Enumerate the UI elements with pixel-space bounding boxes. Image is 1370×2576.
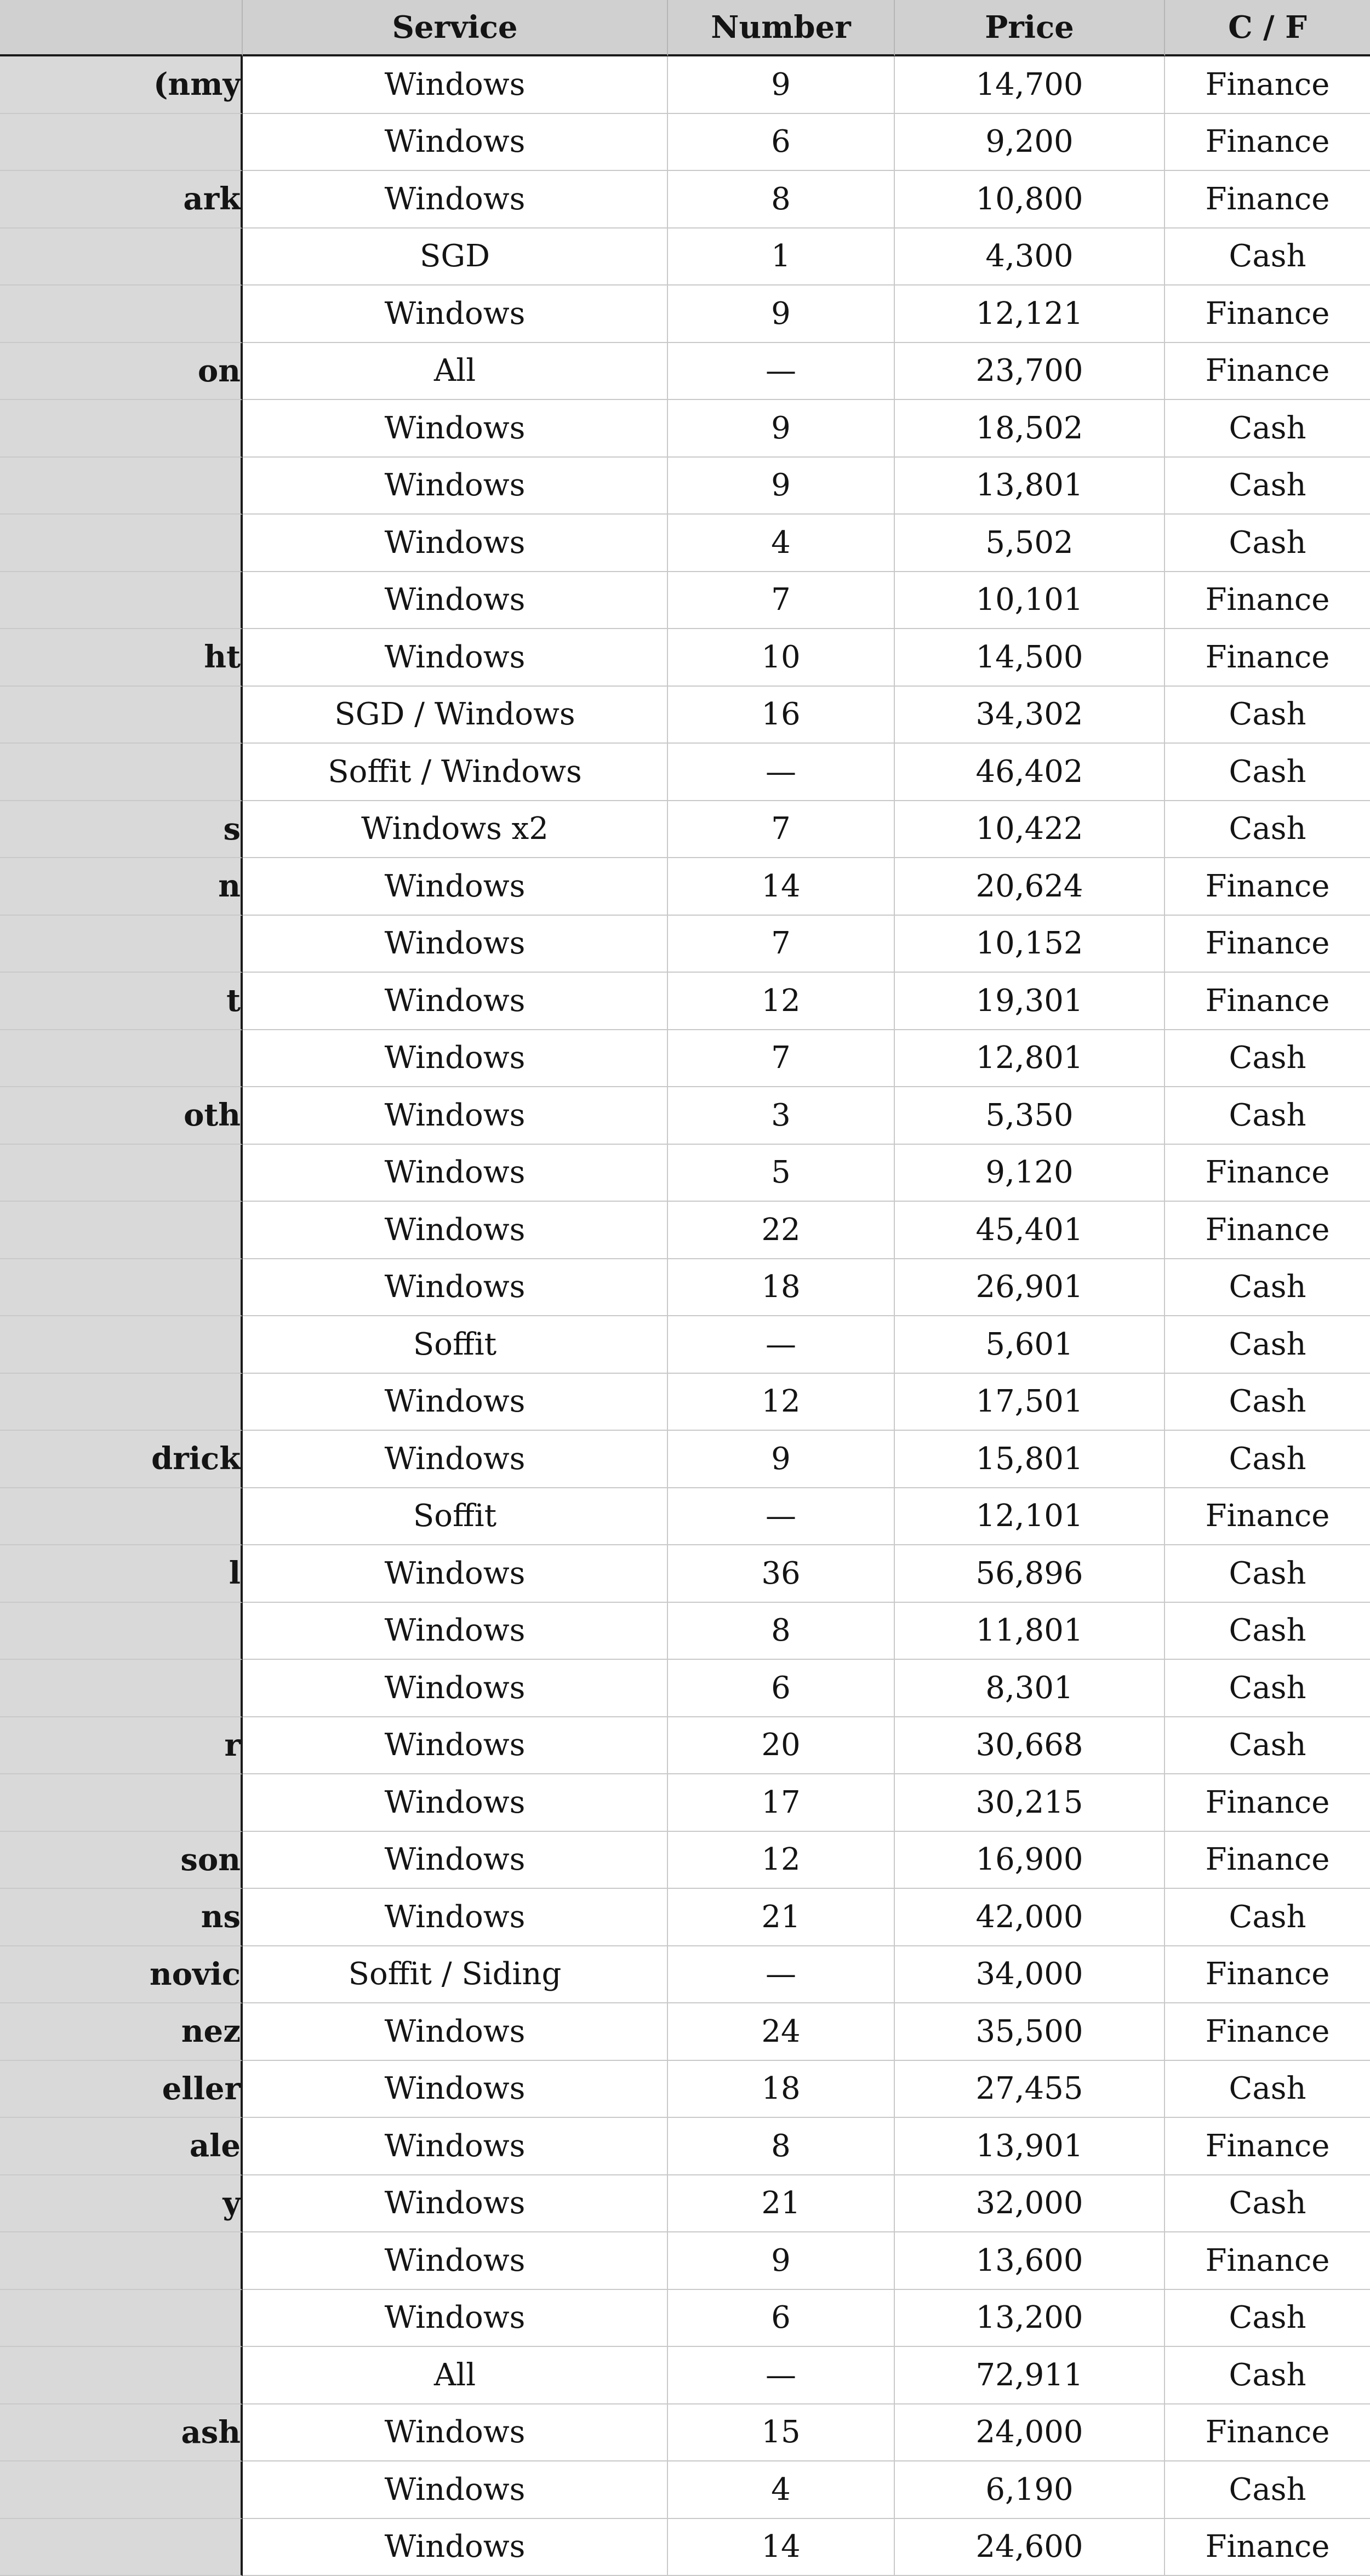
cell-service[interactable]: Windows [243,1603,668,1660]
cell-cf[interactable]: Finance [1165,1832,1370,1889]
cell-number[interactable]: 18 [668,2061,895,2118]
cell-name-text: s [0,811,241,847]
cell-service[interactable]: Windows [243,2290,668,2347]
cell-name[interactable] [0,56,243,114]
cell-number[interactable]: 21 [668,1889,895,1946]
cell-number[interactable]: 7 [668,1030,895,1088]
cell-name[interactable] [0,2290,243,2347]
cell-cf[interactable]: Finance [1165,858,1370,916]
cell-price[interactable]: 56,896 [895,1545,1165,1603]
cell-service[interactable]: Windows [243,2404,668,2462]
cell-cf[interactable]: Finance [1165,285,1370,343]
cell-name-text: t [0,983,241,1019]
cell-price[interactable]: 20,624 [895,858,1165,916]
table-row [0,1145,1370,1202]
cell-number[interactable]: 9 [668,56,895,114]
cell-service[interactable]: Windows [243,2118,668,2175]
cell-name[interactable] [0,1832,243,1889]
table-row [0,687,1370,744]
cell-price[interactable]: 24,000 [895,2404,1165,2462]
cell-service[interactable]: Soffit / Windows [243,744,668,801]
cell-name-text: son [0,1842,241,1878]
cell-service[interactable]: Windows [243,1030,668,1088]
cell-service[interactable]: SGD / Windows [243,687,668,744]
cell-cf[interactable]: Finance [1165,171,1370,229]
cell-cf[interactable]: Cash [1165,801,1370,859]
cell-name[interactable] [0,171,243,229]
cell-number[interactable]: 7 [668,801,895,859]
cell-name[interactable] [0,400,243,458]
cell-name[interactable] [0,687,243,744]
cell-price[interactable]: 18,502 [895,400,1165,458]
header-cell-service[interactable]: Service [243,0,668,56]
cell-number[interactable]: 6 [668,2290,895,2347]
cell-number[interactable]: 10 [668,629,895,687]
cell-name[interactable] [0,2461,243,2519]
cell-name[interactable] [0,1087,243,1145]
cell-cf[interactable]: Cash [1165,1316,1370,1374]
table-row [0,2232,1370,2290]
cell-service[interactable]: Windows [243,458,668,515]
cell-service[interactable]: Windows [243,2461,668,2519]
cell-cf[interactable]: Cash [1165,1545,1370,1603]
cell-number[interactable]: — [668,744,895,801]
cell-service[interactable]: Windows [243,2003,668,2061]
cell-cf[interactable]: Finance [1165,1488,1370,1546]
cell-number[interactable]: 3 [668,1087,895,1145]
cell-number[interactable]: 16 [668,687,895,744]
table-row [0,1717,1370,1775]
cell-price[interactable]: 12,121 [895,285,1165,343]
cell-price[interactable]: 30,215 [895,1774,1165,1832]
table-row [0,285,1370,343]
cell-price[interactable]: 12,101 [895,1488,1165,1546]
cell-number[interactable]: 17 [668,1774,895,1832]
table-row [0,1030,1370,1088]
cell-name[interactable] [0,1889,243,1946]
cell-price[interactable]: 46,402 [895,744,1165,801]
cell-service[interactable]: Windows [243,1431,668,1488]
cell-name[interactable] [0,973,243,1030]
cell-number[interactable]: 9 [668,458,895,515]
cell-name-text: novic [0,1956,241,1992]
table-row [0,1374,1370,1431]
cell-service[interactable]: Soffit [243,1316,668,1374]
cell-name-text: ns [0,1899,241,1935]
cell-cf[interactable]: Finance [1165,1774,1370,1832]
cell-price[interactable]: 9,120 [895,1145,1165,1202]
cell-name[interactable] [0,343,243,401]
cell-name[interactable] [0,2347,243,2404]
cell-cf[interactable]: Cash [1165,2061,1370,2118]
cell-name-text: on [0,353,241,389]
cell-service[interactable]: Windows [243,2232,668,2290]
cell-service[interactable]: Windows x2 [243,801,668,859]
cell-number[interactable]: 18 [668,1259,895,1317]
cell-price[interactable]: 6,190 [895,2461,1165,2519]
cell-name[interactable] [0,1374,243,1431]
cell-name[interactable] [0,1316,243,1374]
cell-cf[interactable]: Finance [1165,572,1370,630]
cell-number[interactable]: 21 [668,2175,895,2233]
cell-number[interactable]: 8 [668,2118,895,2175]
cell-cf[interactable]: Cash [1165,2290,1370,2347]
cell-cf[interactable]: Finance [1165,2118,1370,2175]
cell-number[interactable]: 8 [668,171,895,229]
cell-name[interactable] [0,2061,243,2118]
cell-number[interactable]: 22 [668,1202,895,1259]
cell-number[interactable]: 9 [668,400,895,458]
cell-price[interactable]: 16,900 [895,1832,1165,1889]
cell-price[interactable]: 8,301 [895,1660,1165,1717]
cell-name[interactable] [0,1488,243,1546]
cell-cf[interactable]: Cash [1165,2175,1370,2233]
cell-price[interactable]: 26,901 [895,1259,1165,1317]
cell-cf[interactable]: Finance [1165,2519,1370,2576]
cell-number[interactable]: 14 [668,858,895,916]
cell-name[interactable] [0,1202,243,1259]
cell-price[interactable]: 17,501 [895,1374,1165,1431]
cell-name[interactable] [0,744,243,801]
cell-price[interactable]: 5,350 [895,1087,1165,1145]
table-row [0,1259,1370,1317]
table-row [0,1087,1370,1145]
cell-cf[interactable]: Cash [1165,515,1370,572]
table-row [0,229,1370,286]
cell-price[interactable]: 9,200 [895,114,1165,172]
table-row [0,744,1370,801]
cell-cf[interactable]: Finance [1165,2232,1370,2290]
cell-cf[interactable]: Cash [1165,400,1370,458]
cell-name-text: ark [0,181,241,217]
cell-name[interactable] [0,1774,243,1832]
cell-name-text: drick [0,1441,241,1477]
cell-price[interactable]: 13,600 [895,2232,1165,2290]
table-row [0,1889,1370,1946]
cell-number[interactable]: 6 [668,1660,895,1717]
cell-name-text: ale [0,2128,241,2164]
cell-cf[interactable]: Cash [1165,1087,1370,1145]
cell-name[interactable] [0,2404,243,2462]
table-row [0,2404,1370,2462]
cell-name[interactable] [0,1946,243,2004]
table-row [0,515,1370,572]
cell-service[interactable]: Windows [243,973,668,1030]
table-row [0,801,1370,859]
cell-service[interactable]: Windows [243,1545,668,1603]
cell-name[interactable] [0,2175,243,2233]
cell-number[interactable]: 4 [668,2461,895,2519]
cell-name[interactable] [0,1660,243,1717]
cell-number[interactable]: 12 [668,973,895,1030]
cell-name-text: oth [0,1097,241,1133]
cell-price[interactable]: 11,801 [895,1603,1165,1660]
cell-name[interactable] [0,229,243,286]
cell-number[interactable]: 7 [668,916,895,973]
cell-cf[interactable]: Finance [1165,2404,1370,2462]
cell-name[interactable] [0,572,243,630]
cell-cf[interactable]: Cash [1165,1030,1370,1088]
cell-name[interactable] [0,1545,243,1603]
table-row [0,2118,1370,2175]
cell-number[interactable]: 15 [668,2404,895,2462]
table-row [0,629,1370,687]
cell-cf[interactable]: Finance [1165,1946,1370,2004]
cell-price[interactable]: 42,000 [895,1889,1165,1946]
cell-cf[interactable]: Cash [1165,1889,1370,1946]
cell-name[interactable] [0,458,243,515]
cell-name-text: eller [0,2071,241,2107]
cell-name-text: n [0,868,241,904]
table-row [0,2519,1370,2576]
cell-service[interactable]: SGD [243,229,668,286]
table-row [0,2461,1370,2519]
cell-service[interactable]: Windows [243,572,668,630]
cell-service[interactable]: Windows [243,1660,668,1717]
cell-price[interactable]: 14,700 [895,56,1165,114]
cell-cf[interactable]: Cash [1165,744,1370,801]
cell-price[interactable]: 10,800 [895,171,1165,229]
cell-name[interactable] [0,1717,243,1775]
table-row [0,171,1370,229]
cell-name[interactable] [0,1145,243,1202]
table-row [0,1431,1370,1488]
cell-price[interactable]: 32,000 [895,2175,1165,2233]
cell-name-text: l [0,1555,241,1591]
cell-name-text: ash [0,2414,241,2451]
table-row [0,572,1370,630]
cell-price[interactable]: 35,500 [895,2003,1165,2061]
table-row [0,2347,1370,2404]
cell-cf[interactable]: Cash [1165,1431,1370,1488]
table-row [0,400,1370,458]
cell-cf[interactable]: Cash [1165,229,1370,286]
cell-number[interactable]: — [668,343,895,401]
cell-name-text: nmy) [0,66,241,102]
cell-name[interactable] [0,2003,243,2061]
cell-name[interactable] [0,1030,243,1088]
cell-name-text: y [0,2185,241,2221]
table-row [0,858,1370,916]
cell-price[interactable]: 4,300 [895,229,1165,286]
cell-cf[interactable]: Cash [1165,458,1370,515]
cell-service[interactable]: Windows [243,1374,668,1431]
header-cell-name[interactable] [0,0,243,56]
cell-service[interactable]: Windows [243,1087,668,1145]
cell-number[interactable]: 14 [668,2519,895,2576]
cell-service[interactable]: Windows [243,1717,668,1775]
cell-service[interactable]: Windows [243,2175,668,2233]
table-row [0,973,1370,1030]
cell-number[interactable]: 9 [668,285,895,343]
table-row [0,1946,1370,2004]
table-row [0,1774,1370,1832]
cell-number[interactable]: 36 [668,1545,895,1603]
table-row [0,2061,1370,2118]
cell-service[interactable]: Windows [243,56,668,114]
table-row [0,343,1370,401]
cell-price[interactable]: 24,600 [895,2519,1165,2576]
cell-cf[interactable]: Finance [1165,2003,1370,2061]
cell-number[interactable]: 4 [668,515,895,572]
cell-service[interactable]: Windows [243,400,668,458]
cell-number[interactable]: 9 [668,1431,895,1488]
cell-service[interactable]: Soffit / Siding [243,1946,668,2004]
table-row [0,916,1370,973]
cell-service[interactable]: All [243,2347,668,2404]
cell-name[interactable] [0,2118,243,2175]
cell-name[interactable] [0,629,243,687]
cell-price[interactable]: 27,455 [895,2061,1165,2118]
cell-service[interactable]: Windows [243,1202,668,1259]
cell-service[interactable]: Windows [243,1774,668,1832]
cell-price[interactable]: 5,601 [895,1316,1165,1374]
cell-price[interactable]: 10,101 [895,572,1165,630]
cell-name-text: r [0,1727,241,1763]
cell-cf[interactable]: Cash [1165,2347,1370,2404]
table-row [0,458,1370,515]
cell-price[interactable]: 14,500 [895,629,1165,687]
cell-price[interactable]: 45,401 [895,1202,1165,1259]
cell-cf[interactable]: Finance [1165,114,1370,172]
cell-price[interactable]: 19,301 [895,973,1165,1030]
table-row [0,56,1370,114]
cell-name[interactable] [0,916,243,973]
cell-price[interactable]: 13,901 [895,2118,1165,2175]
cell-cf[interactable]: Cash [1165,1259,1370,1317]
cell-name[interactable] [0,114,243,172]
cell-price[interactable]: 23,700 [895,343,1165,401]
cell-cf[interactable]: Cash [1165,1717,1370,1775]
cell-cf[interactable]: Finance [1165,1145,1370,1202]
cell-service[interactable]: Windows [243,858,668,916]
cell-price[interactable]: 13,801 [895,458,1165,515]
cell-service[interactable]: Windows [243,1889,668,1946]
cell-number[interactable]: 24 [668,2003,895,2061]
cell-cf[interactable]: Finance [1165,629,1370,687]
cell-name[interactable] [0,801,243,859]
cell-service[interactable]: Windows [243,1832,668,1889]
table-row [0,2003,1370,2061]
cell-price[interactable]: 34,000 [895,1946,1165,2004]
cell-number[interactable]: 7 [668,572,895,630]
cell-service[interactable]: Windows [243,629,668,687]
cell-name[interactable] [0,1259,243,1317]
table-row [0,1202,1370,1259]
cell-service[interactable]: All [243,343,668,401]
cell-service[interactable]: Windows [243,515,668,572]
cell-number[interactable]: 9 [668,2232,895,2290]
cell-name[interactable] [0,1603,243,1660]
cell-cf[interactable]: Cash [1165,2461,1370,2519]
header-row [0,0,1370,56]
cell-price[interactable]: 5,502 [895,515,1165,572]
table-row [0,1832,1370,1889]
cell-number[interactable]: 8 [668,1603,895,1660]
table-row [0,2290,1370,2347]
cell-service[interactable]: Windows [243,2061,668,2118]
cell-price[interactable]: 15,801 [895,1431,1165,1488]
table-row [0,1603,1370,1660]
cell-cf[interactable]: Finance [1165,973,1370,1030]
cell-number[interactable]: — [668,1946,895,2004]
cell-price[interactable]: 10,422 [895,801,1165,859]
cell-price[interactable]: 10,152 [895,916,1165,973]
cell-service[interactable]: Windows [243,1145,668,1202]
cell-name[interactable] [0,858,243,916]
cell-price[interactable]: 12,801 [895,1030,1165,1088]
table-row [0,1316,1370,1374]
table-row [0,114,1370,172]
cell-service[interactable]: Windows [243,916,668,973]
cell-cf[interactable]: Finance [1165,343,1370,401]
cell-number[interactable]: — [668,2347,895,2404]
cell-cf[interactable]: Cash [1165,1660,1370,1717]
cell-price[interactable]: 13,200 [895,2290,1165,2347]
cell-service[interactable]: Windows [243,2519,668,2576]
cell-name-text: ht [0,639,241,675]
table-row [0,2175,1370,2233]
cell-number[interactable]: 12 [668,1832,895,1889]
table-row [0,1488,1370,1546]
cell-number[interactable]: 1 [668,229,895,286]
cell-cf[interactable]: Finance [1165,56,1370,114]
cell-number[interactable]: 5 [668,1145,895,1202]
cell-service[interactable]: Windows [243,171,668,229]
cell-name[interactable] [0,1431,243,1488]
cell-name[interactable] [0,515,243,572]
cell-number[interactable]: — [668,1316,895,1374]
cell-cf[interactable]: Finance [1165,1202,1370,1259]
cell-service[interactable]: Soffit [243,1488,668,1546]
cell-cf[interactable]: Cash [1165,687,1370,744]
cell-name[interactable] [0,2519,243,2576]
cell-cf[interactable]: Cash [1165,1374,1370,1431]
table-row [0,1545,1370,1603]
cell-cf[interactable]: Finance [1165,916,1370,973]
cell-number[interactable]: 6 [668,114,895,172]
cell-service[interactable]: Windows [243,1259,668,1317]
header-cell-cf[interactable]: C / F [1165,0,1370,56]
cell-name[interactable] [0,2232,243,2290]
cell-name-text: nez [0,2013,241,2049]
cell-number[interactable]: — [668,1488,895,1546]
cell-number[interactable]: 12 [668,1374,895,1431]
cell-service[interactable]: Windows [243,285,668,343]
cell-cf[interactable]: Cash [1165,1603,1370,1660]
cell-service[interactable]: Windows [243,114,668,172]
table-row [0,1660,1370,1717]
cell-name[interactable] [0,285,243,343]
cell-price[interactable]: 72,911 [895,2347,1165,2404]
cell-price[interactable]: 34,302 [895,687,1165,744]
cell-price[interactable]: 30,668 [895,1717,1165,1775]
header-cell-price[interactable]: Price [895,0,1165,56]
header-cell-number[interactable]: Number [668,0,895,56]
cell-number[interactable]: 20 [668,1717,895,1775]
